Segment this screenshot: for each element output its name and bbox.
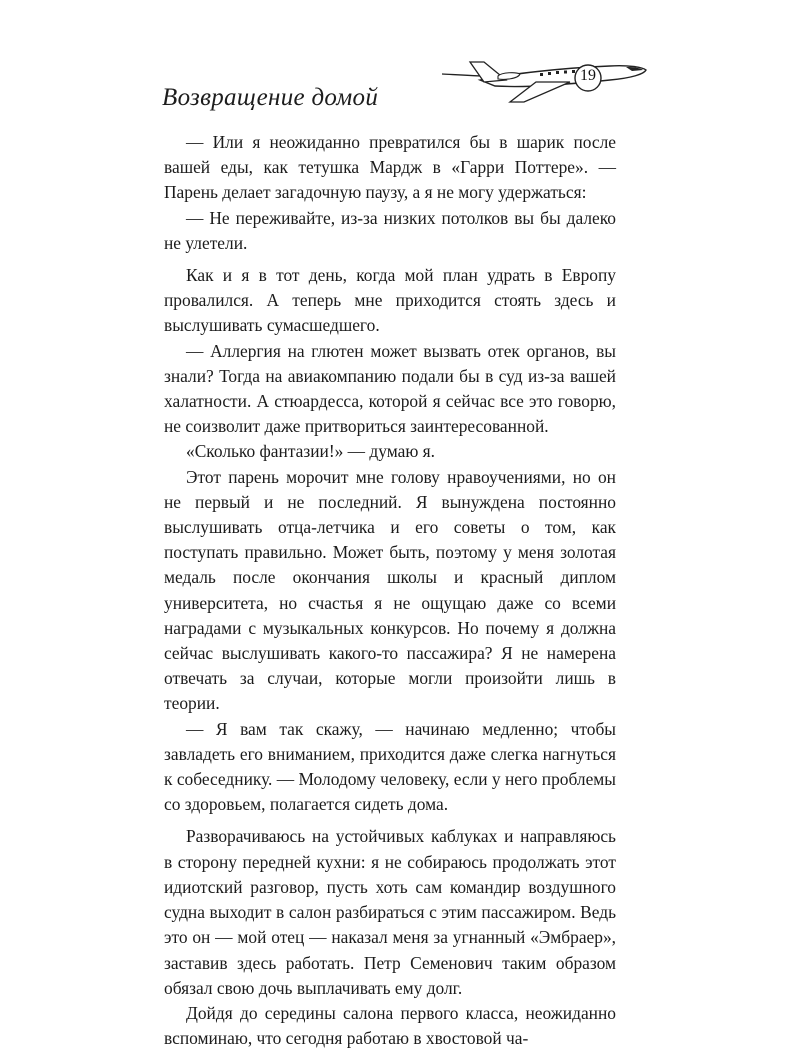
page-number: 19: [580, 67, 596, 84]
running-title: Возвращение домой: [162, 84, 379, 111]
airplane-icon: [440, 50, 652, 110]
paragraph: Этот парень морочит мне голову нравоучениями, но он не первый и не последний. Я вынуждена постоянно выслушивать отца-летчика и его советы о том, как поступать правильно. Может быть, поэтому у меня золотая медаль после окончания школы и красный диплом университета, но счастья я не ощущаю даже со всеми наградами с музыкальных конкурсов. Но почему я должна сейчас выслушивать какого-то пассажира? Я не намерена отвечать за случаи, которые могли произойти лишь в теории.: [164, 466, 616, 714]
paragraph: — Или я неожиданно превратился бы в шарик после вашей еды, как тетушка Мардж в «Гарри Поттере». — Парень делает загадочную паузу, а я не могу удержаться:: [164, 132, 616, 203]
paragraph: — Не переживайте, из-за низких потолков вы бы далеко не улетели.: [164, 207, 616, 253]
paragraph: — Я вам так скажу, — начинаю медленно; чтобы завладеть его вниманием, приходится даже слегка нагнуться к собеседнику. — Молодому человеку, если у него проблемы со здоровьем, полагается сидеть дома.: [164, 718, 616, 815]
paragraph: — Аллергия на глютен может вызвать отек органов, вы знали? Тогда на авиакомпанию подали бы в суд из-за вашей халатности. А стюардесса, которой я сейчас все это говорю, не соизволит даже притвориться заинтересованной.: [164, 340, 616, 437]
body-text: [164, 130, 616, 1051]
paragraph: «Сколько фантазии!» — думаю я.: [186, 441, 436, 462]
paragraph: Дойдя до середины салона первого класса, неожиданно вспоминаю, что сегодня работаю в хвостовой ча-: [164, 1002, 616, 1049]
paragraph: Разворачиваюсь на устойчивых каблуках и направляюсь в сторону передней кухни: я не собираюсь продолжать этот идиотский разговор, пусть хоть сам командир воздушного судна выходит в салон разбираться с этим пассажиром. Ведь это он — мой отец — наказал меня за угнанный «Эмбраер», заставив здесь работать. Петр Семенович таким образом обязал свою дочь выплачивать ему долг.: [164, 826, 616, 998]
paragraph: Как и я в тот день, когда мой план удрать в Европу провалился. А теперь мне приходится стоять здесь и выслушивать сумасшедшего.: [164, 265, 616, 336]
